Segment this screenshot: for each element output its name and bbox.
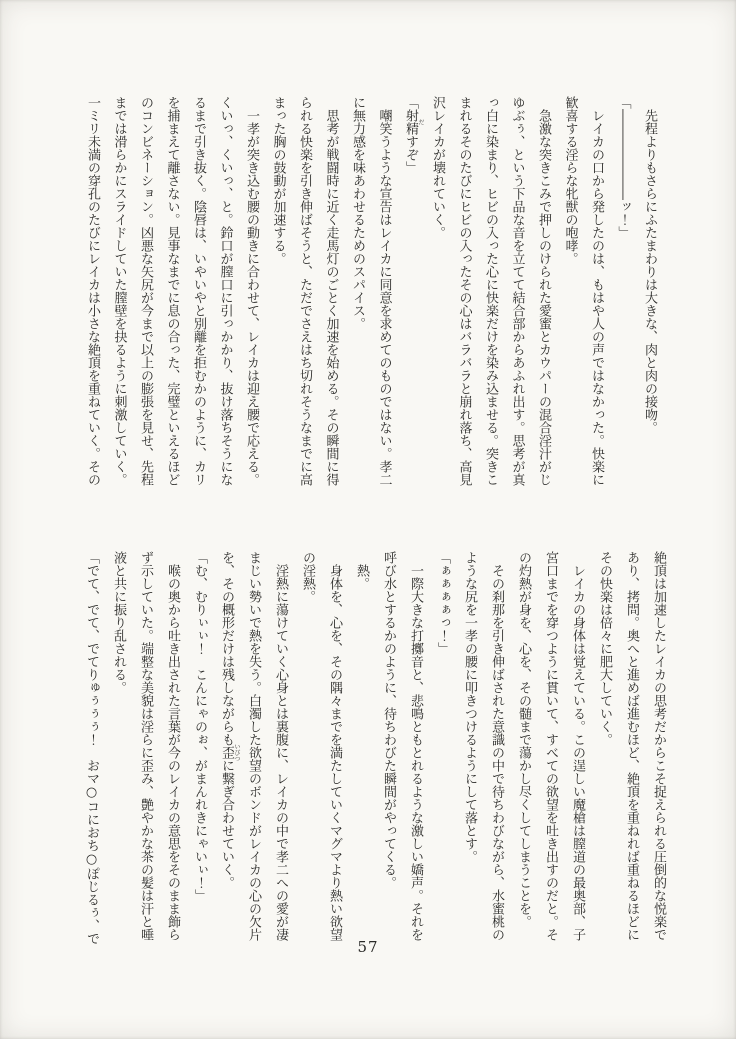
text-line: 嘲笑うような宣告はレイカに同意を求めてのものではない。孝二 xyxy=(376,109,392,486)
text-line: られる快楽を引き伸ばそうと、ただでさえはち切れそうなまでに高 xyxy=(297,96,312,486)
text-line: の灼熱が身を、心を、その髄まで蕩かし尽くしてしまうことを。 xyxy=(516,551,531,928)
text-line: ず示していた。端整な美貌は淫らに歪み、艶やかな茶の髪は汗と唾 xyxy=(138,551,153,941)
page-number: 57 xyxy=(357,938,379,956)
text-line: を、その概形だけは残しながらも歪 いびつに繋ぎ合わせていく。 xyxy=(219,551,240,889)
text-line: 沢レイカが壊れていく。 xyxy=(430,96,445,239)
text-line: 一ミリ未満の穿孔のたびにレイカは小さな絶頂を重ねていく。その xyxy=(85,96,100,486)
text-line: 呼び水とするかのように、待ちわびた瞬間がやってくる。 xyxy=(381,551,396,889)
text-line: 「む、むりぃぃ！ こんにゃのぉ、がまんれきにゃいぃ！」 xyxy=(192,551,207,902)
text-line: の淫熱。 xyxy=(300,551,315,603)
text-line: 絶頂は加速したレイカの思考だからこそ捉えられる圧倒的な悦楽で xyxy=(651,551,666,941)
text-line: くいっ、くいっ、と。鈴口が膣口に引っかかり、抜け落ちそうにな xyxy=(217,96,233,486)
text-line: るまで引き抜く。陰唇は、いやいやと別離を拒むかのように、カリ xyxy=(191,96,206,486)
text-line: 一際大きな打擲音と、悲鳴ともとれるような激しい嬌声。それを xyxy=(408,564,423,941)
text-line: ゆぶぅ、という下品な音を立てて結合部からあふれ出す。思考が真 xyxy=(509,96,525,486)
text-line: を捕まえて離さない。見事なまでに息の合った、完璧といえるほど xyxy=(164,96,180,486)
text-line: レイカの身体は覚えている。この逞しい魔槍は膣道の最奥部、子 xyxy=(570,564,585,941)
text-line: までは滑らかにスライドしていた膣壁を抉るように刺激していく。 xyxy=(111,96,127,486)
text-line: に無力感を味あわせるためのスパイス。 xyxy=(350,96,365,330)
text-line: 先程よりもさらにふたまわりは大きな、肉と肉の接吻。 xyxy=(642,109,657,434)
text-line: 「ぁぁぁぁっ！」 xyxy=(435,551,450,655)
text-line: 熱。 xyxy=(354,564,369,590)
text-line: 液と共に振り乱される。 xyxy=(111,551,126,694)
text-line: っ白に染まり、ヒビの入った心に快楽だけを染み込ませる。突きこ xyxy=(483,96,498,486)
text-line: 「―――――――ッ！」 xyxy=(615,96,631,239)
ruby-annotated-text: 歪 いびつ xyxy=(219,743,240,762)
text-line: 「でて、でて、でてりゅぅぅぅ！ おマ○コにおち○ぽじるぅ、で xyxy=(84,551,99,945)
text-line: まった胸の鼓動が加速する。 xyxy=(270,96,286,265)
text-line: 淫熱に蕩けていく心身とは裏腹に、レイカの中で孝二への愛が凄 xyxy=(273,564,288,941)
upper-text-block xyxy=(79,96,663,488)
text-line: その刹那を引き伸ばされた意識の中で待ちわびながら、水蜜桃の xyxy=(489,564,504,941)
text-line: 身体を、心を、その隅々までを満たしていくマグマより熱い欲望 xyxy=(327,564,342,941)
text-line: 宮口までを穿つように貫いて、すべての欲望を吐き出すのだと。そ xyxy=(543,551,558,941)
lower-text-block xyxy=(78,551,672,943)
text-line: 歓喜する淫らな牝獣の咆哮。 xyxy=(562,96,578,265)
text-line: 急激な突きこみで押しのけられた愛蜜とカウパーの混合淫汁がじ xyxy=(536,109,551,486)
text-line: 「射精 だすぞ」 xyxy=(403,96,424,174)
text-line: 思考が戦闘時に近く走馬灯のごとく加速を始める。その瞬間に得 xyxy=(323,109,339,486)
text-line: まじい勢いで熱を失う。白濁した欲望のボンドがレイカの心の欠片 xyxy=(246,551,261,941)
text-line: 喉の奥から吐き出された言葉が今のレイカの意思をそのまま飾ら xyxy=(165,564,180,941)
ruby-annotated-text: 射精 だ xyxy=(403,109,424,135)
text-line: まれるそのたびにヒビの入ったその心はバラバラと崩れ落ち、高見 xyxy=(456,96,472,486)
text-line: 一孝が突き込む腰の動きに合わせて、レイカは迎え腰で応える。 xyxy=(244,109,259,486)
text-line: その快楽は倍々に肥大していく。 xyxy=(597,551,612,746)
text-line: レイカの口から発したのは、もはや人の声ではなかった。快楽に xyxy=(589,109,604,486)
text-line: ような尻を一孝の腰に叩きつけるようにして落とす。 xyxy=(462,551,477,863)
text-line: あり、拷問。奥へと進めば進むほど、絶頂を重ねれば重ねるほどに xyxy=(624,551,639,941)
text-line: のコンビネーション。凶悪な矢尻が今まで以上の膨張を見せ、先程 xyxy=(138,96,153,486)
